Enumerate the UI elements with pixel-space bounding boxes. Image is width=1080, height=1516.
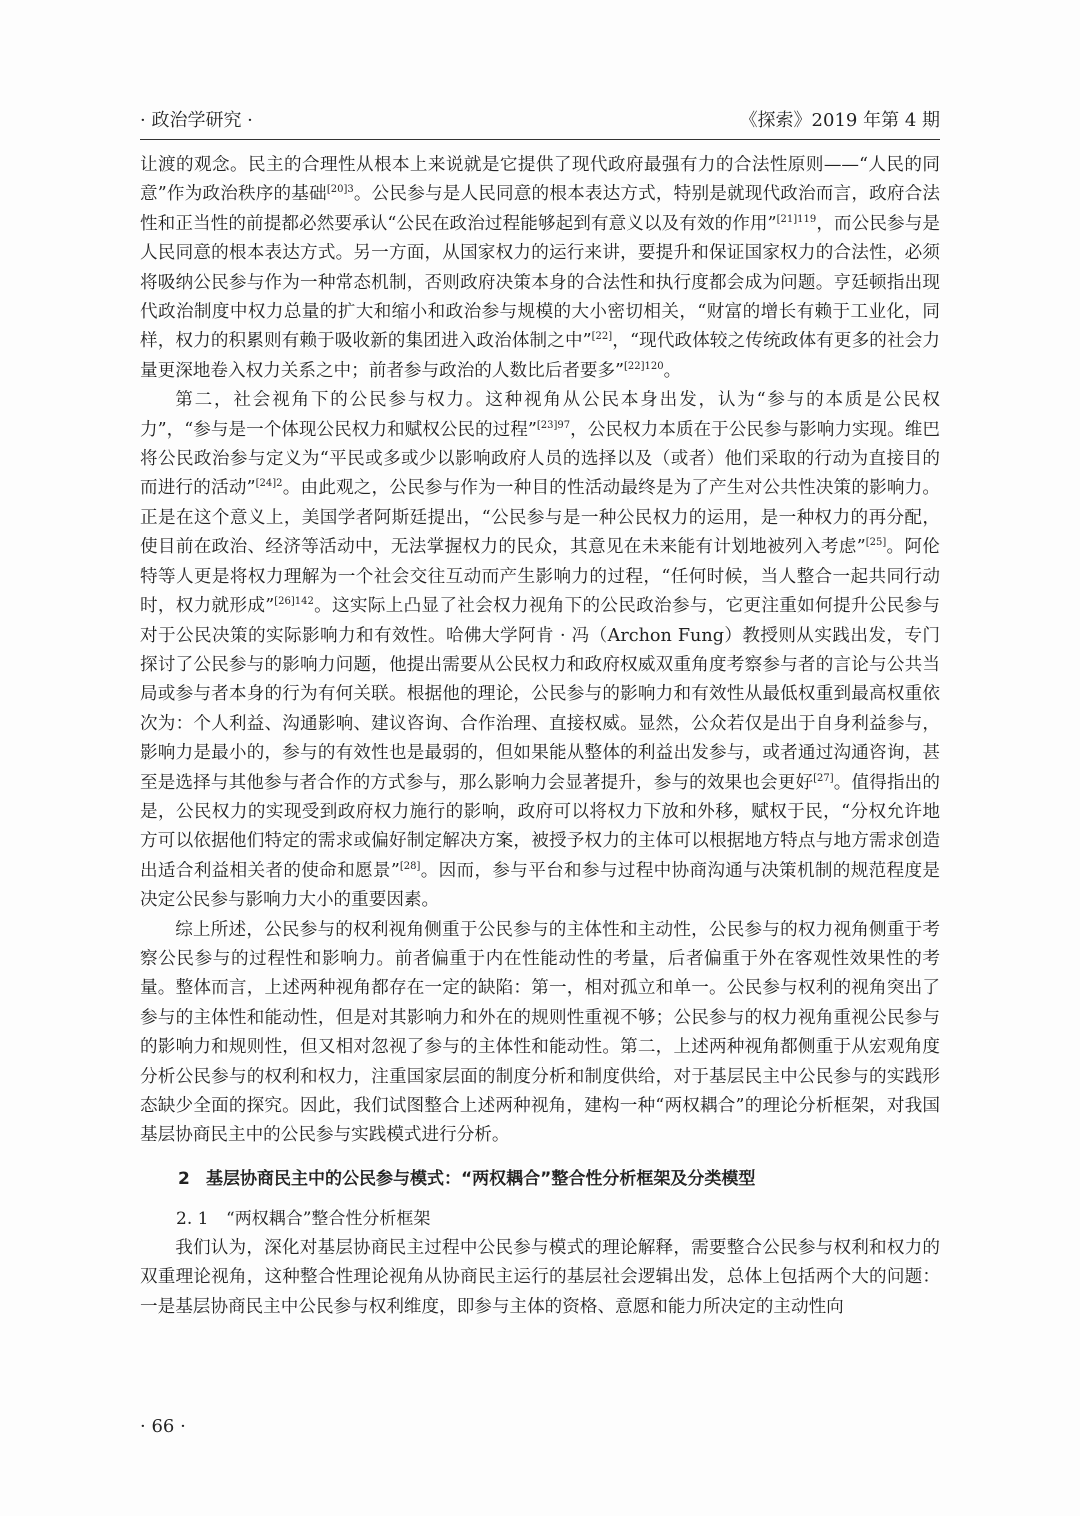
citation: [27]: [813, 772, 834, 784]
subsection-title: “两权耦合”整合性分析框架: [226, 1208, 431, 1229]
paragraph-1: 让渡的观念。民主的合理性从根本上来说就是它提供了现代政府最强有力的合法性原则——“人民的同意”作为政治秩序的基础$^{[20]3}$。公民参与是人民同意的根本表达方式，特别是就现代政治而言，政府合法性和正当性的前提都必然要承认“公民在政治过程能够起到有意义以及有效的作用”$^{[21]119}$，而公民参与是人民同意的根本表达方式。另一方面，从国家权力的运行来讲，要提升和保证国家权力的合法性，必须将吸纳公民参与作为一种常态机制，否则政府决策本身的合法性和执行度都会成为问题。亨廷顿指出现代政治制度中权力总量的扩大和缩小和政治参与规模的大小密切相关，“财富的增长有赖于工业化，同样，权力的积累则有赖于吸收新的集团进入政治体制之中”[22]，“现代政体较之传统政体有更多的社会力量更深地卷入权力关系之中；前者参与政治的人数比后者要多”$^{[22]120}$。: [140, 155, 941, 381]
subsection-number: 2. 1: [176, 1208, 209, 1229]
citation: [26]142: [274, 596, 314, 608]
header-section-name: · 政治学研究 ·: [140, 110, 253, 131]
citation: [24]2: [255, 478, 283, 490]
section-heading-2: [140, 1166, 940, 1192]
citation: [22]120: [624, 360, 664, 372]
section-number: 2: [178, 1168, 190, 1189]
citation: [28]: [399, 860, 421, 872]
citation: [20]3: [326, 184, 354, 196]
running-header: [140, 106, 940, 136]
paragraph-4: 我们认为，深化对基层协商民主过程中公民参与模式的理论解释，需要整合公民参与权利和权力的双重理论视角，这种整合性理论视角从协商民主运行的基层社会逻辑出发，总体上包括两个大的问题：一是基层协商民主中公民参与权利维度，即参与主体的资格、意愿和能力所决定的主动性向: [140, 1237, 940, 1317]
page-number: · 66 ·: [140, 1416, 186, 1437]
citation: [22]: [591, 331, 613, 343]
citation: [23]97: [536, 419, 571, 431]
header-rule: [140, 139, 940, 140]
subsection-heading-2-1: [140, 1204, 940, 1234]
section-title: 基层协商民主中的公民参与模式：“两权耦合”整合性分析框架及分类模型: [206, 1168, 756, 1189]
header-journal-issue: 《探索》2019 年第 4 期: [739, 110, 940, 131]
paragraph-3: 综上所述，公民参与的权利视角侧重于公民参与的主体性和主动性，公民参与的权力视角侧重于考察公民参与的过程性和影响力。前者偏重于内在性能动性的考量，后者偏重于外在客观性效果性的考量。整体而言，上述两种视角都存在一定的缺陷：第一，相对孤立和单一。公民参与权利的视角突出了参与的主体性和能动性，但是对其影响力和外在的规则性重视不够；公民参与的权力视角重视公民参与的影响力和规则性，但又相对忽视了参与的主体性和能动性。第二，上述两种视角都侧重于从宏观角度分析公民参与的权利和权力，注重国家层面的制度分析和制度供给，对于基层民主中公民参与的实践形态缺少全面的探究。因此，我们试图整合上述两种视角，建构一种“两权耦合”的理论分析框架，对我国基层协商民主中的公民参与实践模式进行分析。: [140, 919, 940, 1146]
citation: [21]119: [776, 213, 817, 225]
article-body: [140, 151, 940, 1322]
paragraph-2: 第二，社会视角下的公民参与权力。这种视角从公民本身出发，认为“参与的本质是公民权力”，“参与是一个体现公民权力和赋权公民的过程”$^{[23]97}$，公民权力本质在于公民参与影响力实现。维巴将公民政治参与定义为“平民或多或少以影响政府人员的选择以及（或者）他们采取的行动为直接目的而进行的活动”$^{[24]2}$。由此观之，公民参与作为一种目的性活动最终是为了产生对公共性决策的影响力。正是在这个意义上，美国学者阿斯廷提出，“公民参与是一种公民权力的运用，是一种权力的再分配，使目前在政治、经济等活动中，无法掌握权力的民众，其意见在未来能有计划地被列入考虑”[25]。阿伦特等人更是将权力理解为一个社会交往互动而产生影响力的过程，“任何时候，当人整合一起共同行动时，权力就形成”$^{[26]142}$。这实际上凸显了社会权力视角下的公民政治参与，它更注重如何提升公民参与对于公民决策的实际影响力和有效性。哈佛大学阿肯 · 冯（Archon Fung）教授则从实践出发，专门探讨了公民参与的影响力问题，他提出需要从公民权力和政府权威双重角度考察参与者的言论与公共当局或参与者本身的行为有何关联。根据他的理论，公民参与的影响力和有效性从最低权重到最高权重依次为：个人利益、沟通影响、建议咨询、合作治理、直接权威。显然，公众若仅是出于自身利益参与，影响力是最小的，参与的有效性也是最弱的，但如果能从整体的利益出发参与，或者通过沟通咨询，甚至是选择与其他参与者合作的方式参与，那么影响力会显著提升，参与的效果也会更好[27]。值得指出的是，公民权力的实现受到政府权力施行的影响，政府可以将权力下放和外移，赋权于民，“分权允许地方可以依据他们特定的需求或偏好制定解决方案，被授予权力的主体可以根据地方特点与地方需求创造出适合利益相关者的使命和愿景”[28]。因而，参与平台和参与过程中协商沟通与决策机制的规范程度是决定公民参与影响力大小的重要因素。: [140, 390, 940, 911]
citation: [25]: [865, 537, 887, 549]
